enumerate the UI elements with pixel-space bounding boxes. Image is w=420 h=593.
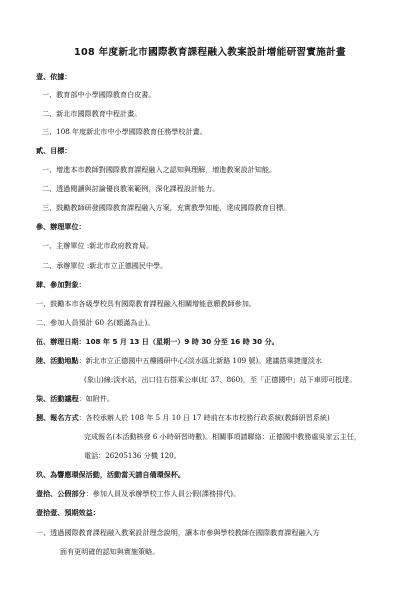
section-goals-heading: 貳、目標：: [36, 146, 72, 155]
goals-item-3: 三、鼓勵教師研發國際教育課程融入方案，充實教學知能，達成國際教育目標。: [42, 203, 291, 212]
goals-item-2: 二、透過閱讀與討論優良教案範例，深化課程設計能力。: [42, 184, 220, 193]
agenda-line: [36, 394, 114, 404]
section-benefits-heading: 壹拾壹、預期效益：: [36, 508, 100, 517]
venue-line-2: (象山)線:淡水站，出口往右搭乘公車(紅 37、860)，至「正德國中」站下車即可抵達。: [84, 375, 357, 384]
registration-line-1: [36, 413, 330, 423]
agenda-text: ：如附件。: [78, 394, 115, 403]
leave-label: 壹拾、公假部分: [36, 489, 86, 498]
basis-item-3: 三、108 年度新北市中小學國際教育任務學校計畫。: [42, 127, 207, 136]
participants-item-2: 二、參加人員預計 60 名(額滿為止)。: [36, 318, 155, 327]
agenda-label: 柒、活動議程: [36, 394, 79, 403]
registration-text: ：各校承辦人於 108 年 5 月 10 日 17 時前在本市校務行政系統(教師研習系統): [78, 413, 330, 422]
basis-item-2: 二、新北市國際教育中程計畫。: [42, 109, 142, 118]
goals-item-1: 一、增進本市教師對國際教育課程融入之認知與理解，增進教案設計知能。: [42, 165, 277, 174]
basis-item-1: 一、教育部中小學國際教育白皮書。: [42, 90, 156, 99]
registration-label: 捌、報名方式: [36, 413, 79, 422]
registration-line-3: 電話：26205136 分機 120。: [84, 451, 181, 460]
venue-line-1: [36, 356, 322, 366]
benefits-item-1-line-2: 面有更明確的認知與實施策略。: [60, 547, 160, 556]
leave-line: [36, 489, 240, 499]
organizer-executor: 二、承辦單位 :新北市立正德國民中學。: [42, 261, 168, 270]
benefits-item-1-line-1: 一、透過國際教育課程融入教案設計理念說明，讓本市參與學校教師在國際教育課程融入方: [36, 528, 320, 537]
document-title: 108 年度新北市國際教育課程融入教案設計增能研習實施計畫: [74, 47, 346, 58]
section-participants-heading: 肆、參加對象：: [36, 280, 86, 289]
participants-item-1: 一、鼓勵本市各級學校具有國際教育課程融入相關增能意願教師參加。: [36, 299, 256, 308]
section-basis-heading: 壹、依據：: [36, 72, 72, 81]
registration-line-2: 完成報名(本活動核發 6 小時研習時數)。相關事項請聯絡：正德國中教務處吳家云主任，: [84, 432, 362, 441]
leave-text: ：參加人員及承辦學校工作人員公假(課務排代)。: [85, 489, 241, 498]
venue-text: ：新北市立正德國中五樓國研中心(淡水區北新路 109 號)。建議搭乘捷運淡水: [78, 356, 323, 365]
event-date: 伍、辦理日期：108 年 5 月 13 日（星期一）9 時 30 分至 16 時 30 分。: [36, 337, 279, 346]
section-organizers-heading: 參、辦理單位：: [36, 222, 86, 231]
organizer-host: 一、主辦單位 :新北市政府教育局。: [42, 241, 154, 250]
venue-label: 陸、活動地點: [36, 356, 79, 365]
eco-cup-note: 玖、為響應環保活動，活動當天請自備環保杯。: [36, 470, 185, 479]
